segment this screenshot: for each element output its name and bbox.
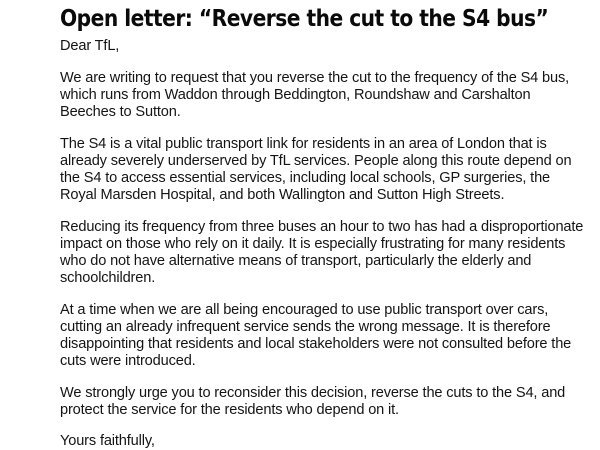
letter-title: Open letter: “Reverse the cut to the S4 bus”	[60, 6, 549, 32]
letter-paragraph-request: We are writing to request that you reverse the cut to the frequency of the S4 bus, which runs from Waddon through Beddington, Roundshaw and Carshalton Beeches to Sutton.	[60, 70, 570, 120]
open-letter	[60, 0, 590, 450]
letter-paragraph-urge: We strongly urge you to reconsider this decision, reverse the cuts to the S4, and protect the service for the residents who depend on it.	[60, 385, 566, 418]
letter-salutation: Dear TfL,	[60, 38, 120, 54]
letter-body	[60, 38, 590, 450]
letter-paragraph-message: At a time when we are all being encouraged to use public transport over cars, cutting an already infrequent service sends the wrong message. It is therefore disappointing that residents and local stakeholders were not consulted before the cuts were introduced.	[60, 302, 572, 369]
letter-closing: Yours faithfully,	[60, 433, 155, 449]
letter-paragraph-importance: The S4 is a vital public transport link for residents in an area of London that is already severely underserved by TfL services. People along this route depend on the S4 to access essential services, including local schools, GP surgeries, the Royal Marsden Hospital, and both Wallington and Sutton High Streets.	[60, 136, 572, 203]
letter-paragraph-impact: Reducing its frequency from three buses an hour to two has had a disproportionate impact on those who rely on it daily. It is especially frustrating for many residents who do not have alternative means of transport, particularly the elderly and schoolchildren.	[60, 219, 584, 286]
